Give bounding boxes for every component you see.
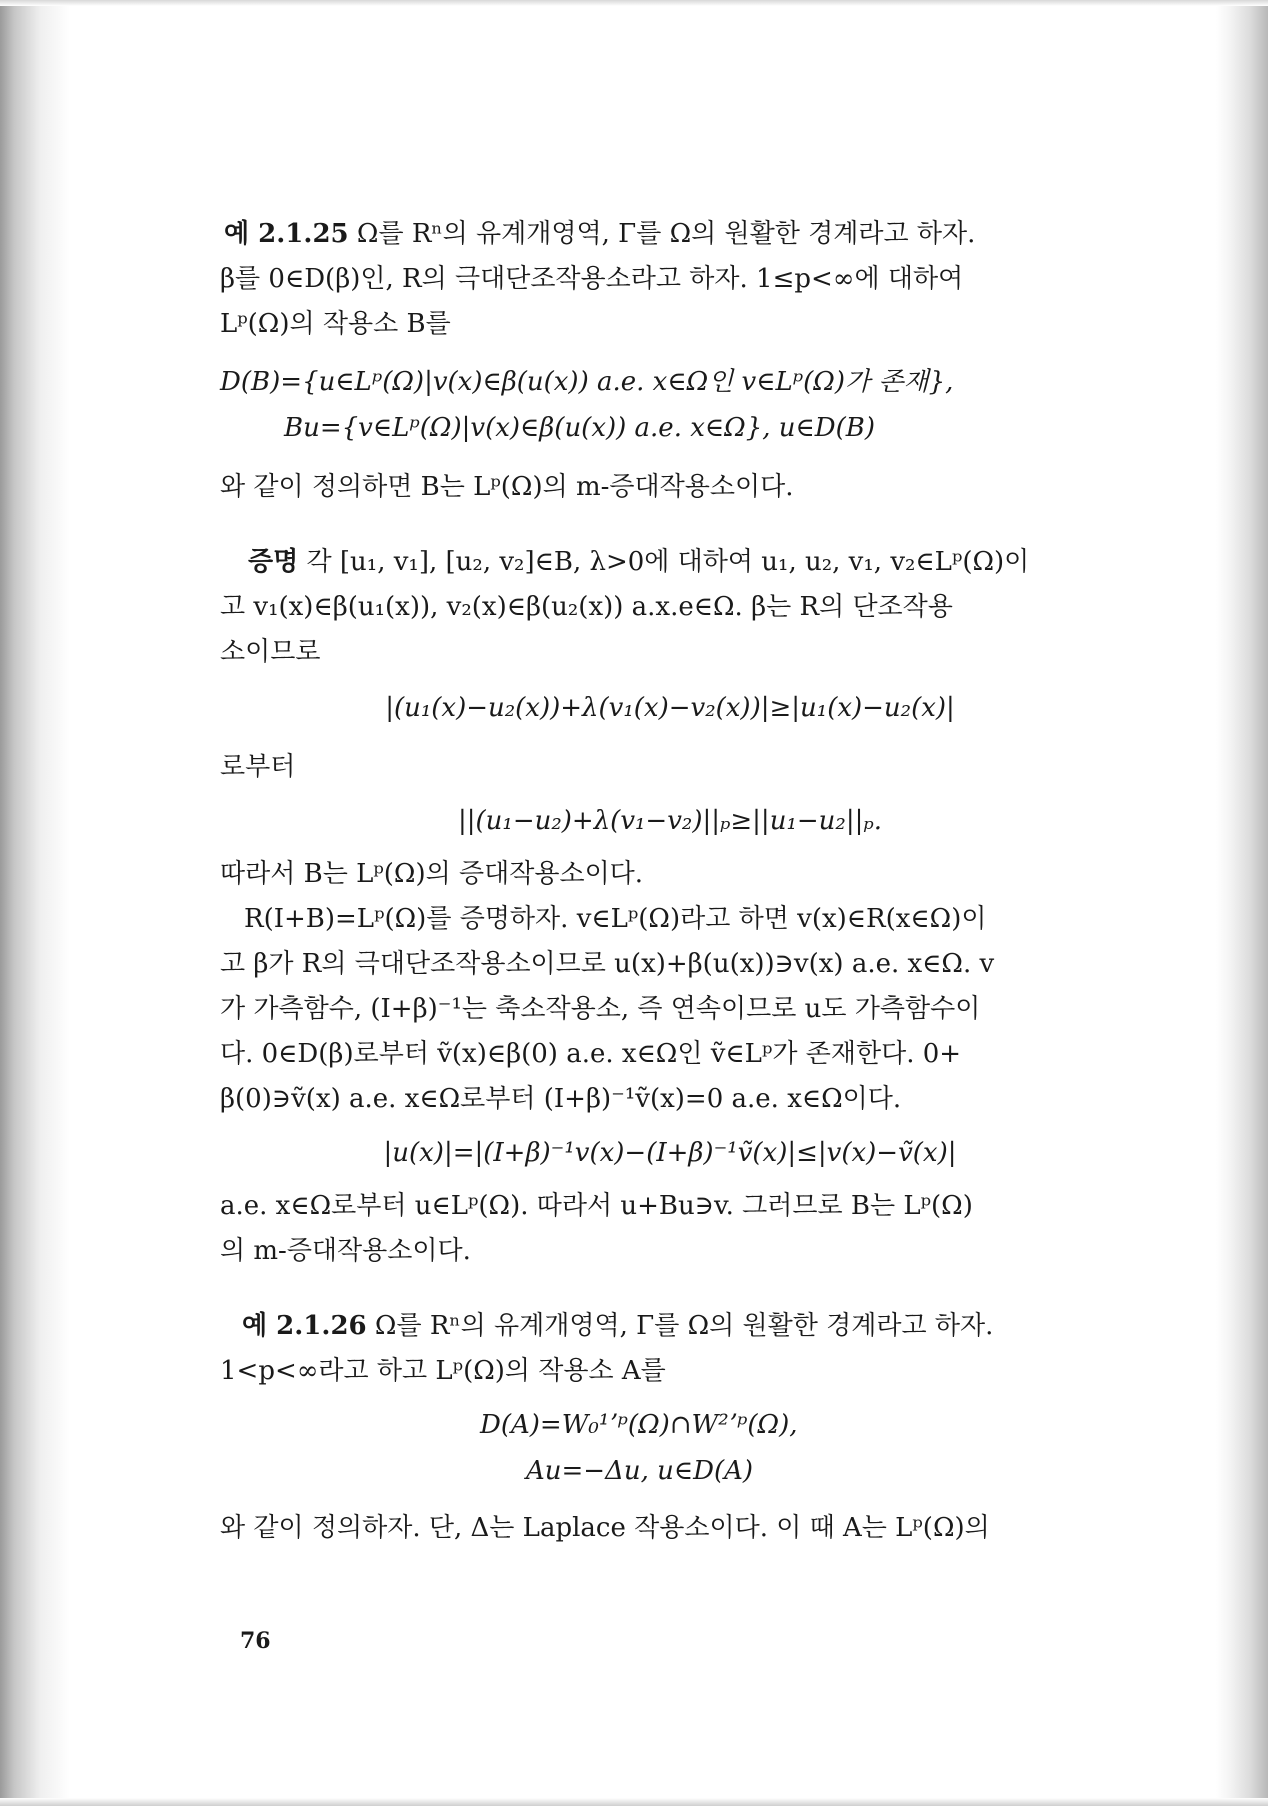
proof-equation-3: |u(x)|=|(I+β)⁻¹v(x)−(I+β)⁻¹ṽ(x)|≤|v(x)−ṽ(x)| — [383, 1138, 957, 1168]
page-body — [220, 212, 1120, 1551]
proof-line-2: 고 v₁(x)∈β(u₁(x)), v₂(x)∈β(u₂(x)) a.x.e∈Ω. β는 R의 단조작용 — [220, 592, 953, 622]
example-25-line-3: Lᵖ(Ω)의 작용소 B를 — [220, 309, 451, 339]
proof-line-3: 소이므로 — [220, 637, 321, 667]
proof-line-7: 가 가측함수, (I+β)⁻¹는 축소작용소, 즉 연속이므로 u도 가측함수이 — [220, 994, 981, 1024]
page-top-shadow — [0, 0, 1268, 6]
page-left-shadow — [0, 0, 70, 1806]
page-right-shadow — [1216, 0, 1268, 1806]
example-26-def-domain: D(A)=W₀¹ʼᵖ(Ω)∩W²ʼᵖ(Ω), — [480, 1410, 798, 1440]
proof-line-11: 의 m-증대작용소이다. — [220, 1236, 471, 1266]
proof-line-8: 다. 0∈D(β)로부터 ṽ(x)∈β(0) a.e. x∈Ω인 ṽ∈Lᵖ가 존재한다. 0+ — [220, 1039, 962, 1069]
proof-equation-2: ||(u₁−u₂)+λ(v₁−v₂)||ₚ≥||u₁−u₂||ₚ. — [457, 806, 882, 836]
proof-line-10: a.e. x∈Ω로부터 u∈Lᵖ(Ω). 따라서 u+Bu∋v. 그러므로 B는 Lᵖ(Ω) — [220, 1191, 973, 1221]
example-25-line-2: β를 0∈D(β)인, R의 극대단조작용소라고 하자. 1≤p<∞에 대하여 — [220, 264, 964, 294]
proof-line-4: 따라서 B는 Lᵖ(Ω)의 증대작용소이다. — [220, 859, 644, 889]
proof-line-1 — [220, 540, 1120, 585]
page-bottom-shadow — [0, 1798, 1268, 1806]
proof-label: 증명 — [248, 547, 299, 577]
example-26-label: 예 2.1.26 — [242, 1311, 367, 1341]
example-26-line-1 — [220, 1304, 1120, 1349]
example-25-conclusion: 와 같이 정의하면 B는 Lᵖ(Ω)의 m-증대작용소이다. — [220, 472, 794, 502]
example-25-def-domain: D(B)={u∈Lᵖ(Ω)|v(x)∈β(u(x)) a.e. x∈Ω인 v∈Lᵖ(Ω)가 존재}, — [220, 367, 954, 397]
example-25-label: 예 2.1.25 — [224, 219, 349, 249]
example-26-text-1: Ω를 Rⁿ의 유계개영역, Γ를 Ω의 원활한 경계라고 하자. — [374, 1311, 994, 1341]
proof-text-1: 각 [u₁, v₁], [u₂, v₂]∈B, λ>0에 대하여 u₁, u₂, v₁, v₂∈Lᵖ(Ω)이 — [306, 547, 1030, 577]
example-26-def-operator: Au=−Δu, u∈D(A) — [526, 1456, 754, 1486]
proof-line-5: R(I+B)=Lᵖ(Ω)를 증명하자. v∈Lᵖ(Ω)라고 하면 v(x)∈R(x∈Ω)이 — [244, 904, 987, 934]
proof-from-1: 로부터 — [220, 752, 296, 782]
example-26-line-2: 1<p<∞라고 하고 Lᵖ(Ω)의 작용소 A를 — [220, 1356, 666, 1386]
example-25-def-operator: Bu={v∈Lᵖ(Ω)|v(x)∈β(u(x)) a.e. x∈Ω}, u∈D(B) — [284, 413, 875, 443]
example-26-last-line: 와 같이 정의하자. 단, Δ는 Laplace 작용소이다. 이 때 A는 Lᵖ(Ω)의 — [220, 1513, 990, 1543]
proof-line-6: 고 β가 R의 극대단조작용소이므로 u(x)+β(u(x))∋v(x) a.e. x∈Ω. v — [220, 949, 995, 979]
proof-line-9: β(0)∋ṽ(x) a.e. x∈Ω로부터 (I+β)⁻¹ṽ(x)=0 a.e. x∈Ω이다. — [220, 1084, 902, 1114]
example-25-line-1 — [220, 212, 1120, 257]
page-number: 76 — [240, 1628, 271, 1654]
proof-equation-1: |(u₁(x)−u₂(x))+λ(v₁(x)−v₂(x))|≥|u₁(x)−u₂(x)| — [385, 693, 955, 723]
example-25-text-1: Ω를 Rⁿ의 유계개영역, Γ를 Ω의 원활한 경계라고 하자. — [356, 219, 976, 249]
